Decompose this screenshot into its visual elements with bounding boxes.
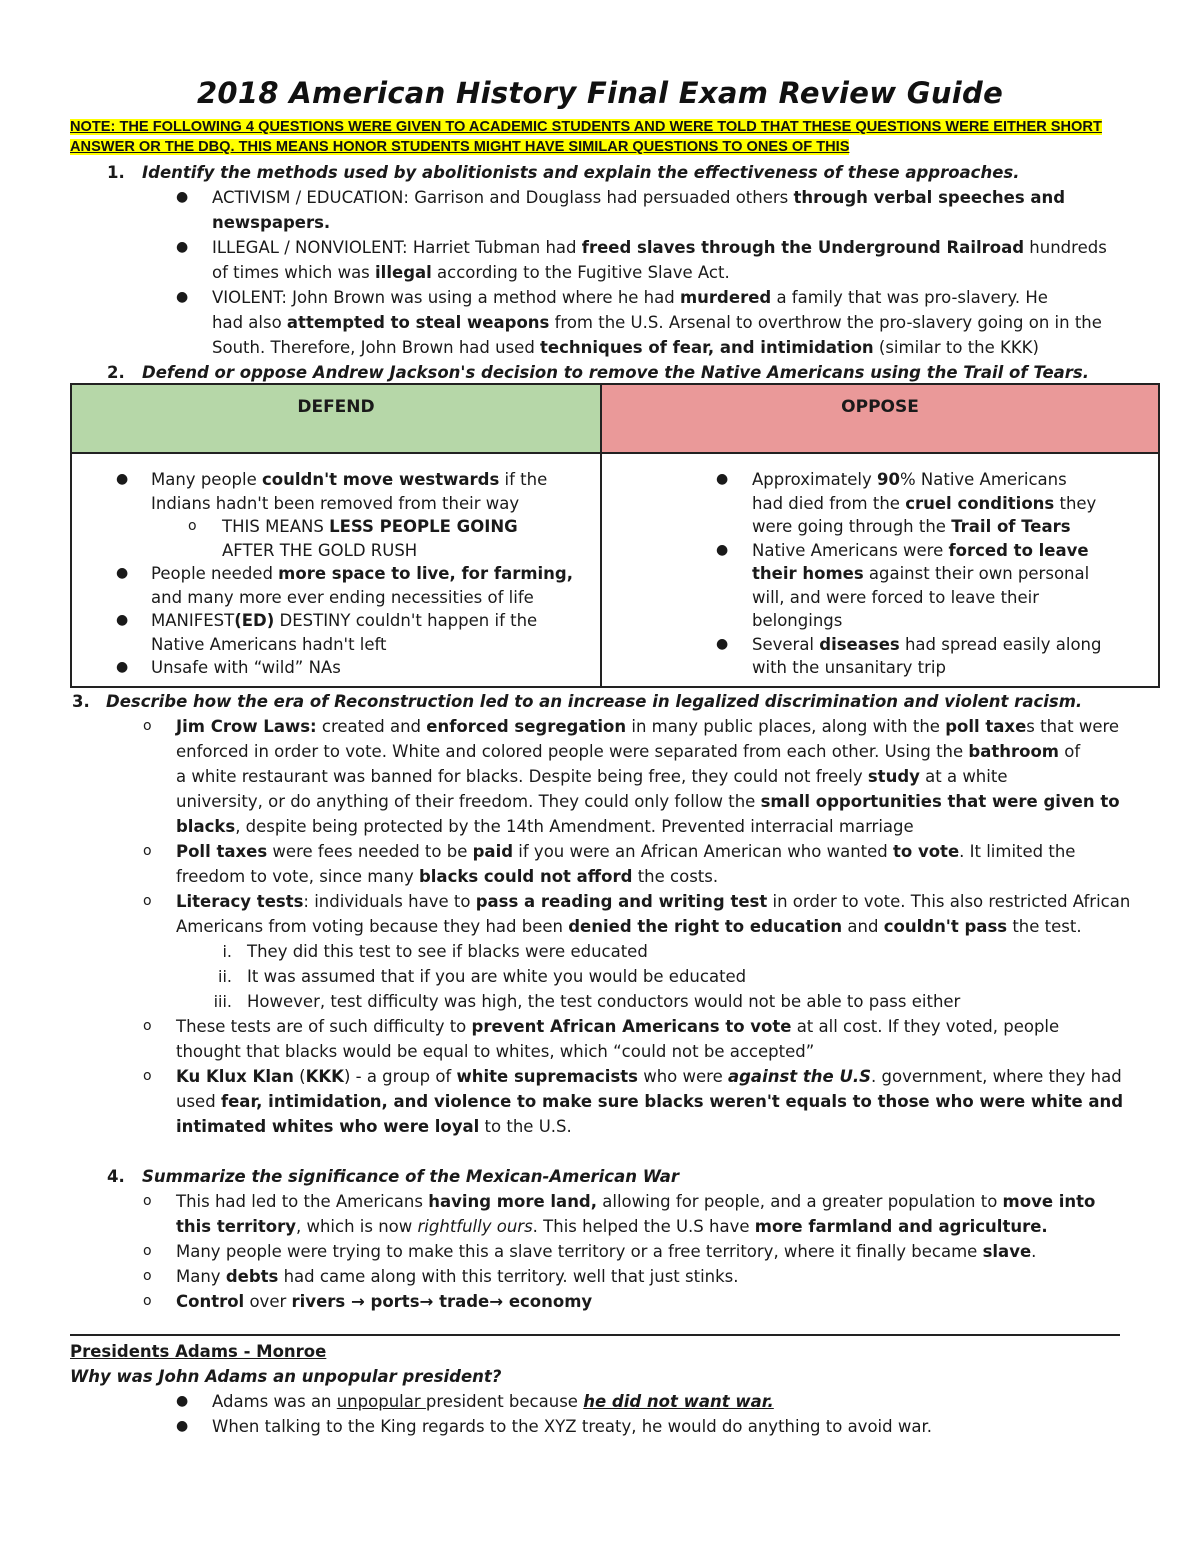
q4-debts: Many debts had came along with this territory. well that just stinks. [176,1267,739,1286]
bullet-icon: ● [716,471,729,487]
q3-kkk: Ku Klux Klan (KKK) - a group of white supremacists who were against the U.S. government, where they had [176,1067,1122,1086]
bullet-icon: ● [176,239,189,255]
q1-bullet-violent-cont2: South. Therefore, John Brown had used techniques of fear, and intimidation (similar to the KKK) [212,338,1039,357]
circle-bullet-icon: o [143,1243,152,1259]
q3-literacy-tests: Literacy tests: individuals have to pass a reading and writing test in order to vote. This also restricted African [176,892,1131,911]
bullet-icon: ● [116,471,129,487]
q3-literacy-subitem: They did this test to see if blacks were educated [247,942,648,961]
q3-literacy-tests-cont: Americans from voting because they had been denied the right to education and couldn't pass the test. [176,917,1082,936]
oppose-item-deaths-cont: had died from the cruel conditions they [752,493,1097,513]
page-title: 2018 American History Final Exam Review Guide [196,76,1004,110]
presidents-heading: Presidents Adams - Monroe [70,1342,327,1361]
defend-subitem-gold-rush: THIS MEANS LESS PEOPLE GOING [222,517,518,536]
q3-number: 3. [72,692,90,711]
q4-control-chain: Control over rivers → ports→ trade→ economy [176,1292,593,1311]
oppose-item-diseases: Several diseases had spread easily along [752,634,1102,654]
defend-item-space: People needed more space to live, for farming, [151,564,574,583]
oppose-item-forced-cont2: will, and were forced to leave their [752,587,1040,607]
q1-number: 1. [107,163,125,182]
circle-bullet-icon: o [188,518,197,534]
oppose-item-deaths-cont2: were going through the Trail of Tears [752,517,1071,536]
q1-bullet-illegal: ILLEGAL / NONVIOLENT: Harriet Tubman had freed slaves through the Underground Railroad hundreds [212,238,1107,257]
bullet-icon: ● [716,635,729,652]
q4-slave-territory: Many people were trying to make this a slave territory or a free territory, where it finally became slave. [176,1242,1037,1261]
bullet-icon: ● [716,541,729,558]
bullet-icon: ● [116,659,129,675]
q3-difficulty: These tests are of such difficulty to prevent African Americans to vote at all cost. If they voted, people [176,1017,1060,1036]
bullet-icon: ● [176,1418,189,1434]
oppose-header: OPPOSE [600,383,1160,454]
q1-bullet-violent-cont: had also attempted to steal weapons from the U.S. Arsenal to overthrow the pro-slavery going on in the [212,313,1102,332]
note-text: NOTE: THE FOLLOWING 4 QUESTIONS WERE GIVEN TO ACADEMIC STUDENTS AND WERE TOLD THAT THESE QUESTIONS WERE EITHER SHORT ANSWER OR THE DBQ. THIS MEANS HONOR STUDENTS MIGHT HAVE SIMILAR QUESTIONS TO ONES OF THIS [70,119,1102,155]
defend-item-unsafe: Unsafe with “wild” NAs [151,658,341,677]
circle-bullet-icon: o [143,1018,152,1034]
note-banner [70,117,1132,157]
roman-numeral: ii. [218,967,232,986]
defend-item-space-cont: and many more ever ending necessities of life [151,587,534,607]
q4-more-land-cont: this territory, which is now rightfully ours. This helped the U.S have more farmland and agriculture. [176,1217,1048,1236]
oppose-cell [600,452,1160,688]
q4-number: 4. [107,1167,125,1186]
q3-kkk-cont: used fear, intimidation, and violence to make sure blacks weren't equals to those who were white and [176,1092,1124,1111]
q4-more-land: This had led to the Americans having more land, allowing for people, and a greater population to move into [176,1192,1096,1211]
defend-subitem-gold-rush-cont: AFTER THE GOLD RUSH [222,540,418,560]
circle-bullet-icon: o [143,1068,152,1084]
q3-question: Describe how the era of Reconstruction led to an increase in legalized discrimination and violent racism. [106,692,1083,711]
presidents-question: Why was John Adams an unpopular president? [70,1367,502,1386]
bullet-icon: ● [176,289,189,305]
circle-bullet-icon: o [143,1193,152,1209]
circle-bullet-icon: o [143,718,152,734]
q3-poll-taxes-cont: freedom to vote, since many blacks could not afford the costs. [176,867,719,886]
q3-jim-crow-cont4: blacks, despite being protected by the 14th Amendment. Prevented interracial marriage [176,817,914,836]
circle-bullet-icon: o [143,843,152,859]
q1-bullet-illegal-cont: of times which was illegal according to the Fugitive Slave Act. [212,263,730,282]
q3-literacy-subitem: However, test difficulty was high, the test conductors would not be able to pass either [247,992,961,1011]
q1-bullet-violent: VIOLENT: John Brown was using a method where he had murdered a family that was pro-slavery. He [212,288,1048,307]
bullet-icon: ● [176,1393,189,1409]
oppose-item-forced-cont3: belongings [752,611,843,630]
bullet-icon: ● [176,189,189,205]
roman-numeral: iii. [213,992,232,1011]
q2-number: 2. [107,363,125,382]
defend-item-manifest-destiny: MANIFEST(ED) DESTINY couldn't happen if the [151,611,538,630]
q3-kkk-cont2: intimated whites who were loyal to the U.S. [176,1117,572,1136]
defend-oppose-table [70,383,1160,688]
defend-item-westwards-cont: Indians hadn't been removed from their way [151,493,520,513]
oppose-item-forced: Native Americans were forced to leave [752,540,1089,560]
circle-bullet-icon: o [143,893,152,909]
q3-jim-crow-cont3: university, or do anything of their freedom. They could only follow the small opportunities that were given to [176,792,1120,811]
q3-literacy-subitem: It was assumed that if you are white you would be educated [247,967,747,986]
circle-bullet-icon: o [143,1268,152,1284]
q1-bullet-activism: ACTIVISM / EDUCATION: Garrison and Douglass had persuaded others through verbal speeches and [212,188,1066,207]
q3-jim-crow: Jim Crow Laws: created and enforced segregation in many public places, along with the poll taxes that were [176,717,1120,736]
oppose-item-deaths: Approximately 90% Native Americans [752,470,1067,489]
q4-question: Summarize the significance of the Mexican-American War [142,1167,680,1186]
bullet-icon: ● [116,565,129,581]
defend-cell [70,452,602,688]
q1-question: Identify the methods used by abolitionists and explain the effectiveness of these approaches. [142,163,1020,182]
section-divider [70,1334,1120,1336]
roman-numeral: i. [222,942,232,961]
q3-difficulty-cont: thought that blacks would be equal to whites, which “could not be accepted” [176,1042,815,1061]
defend-item-manifest-destiny-cont: Native Americans hadn't left [151,634,387,654]
q1-bullet-activism-cont: newspapers. [212,213,331,232]
defend-item-westwards: Many people couldn't move westwards if the [151,470,548,489]
oppose-item-forced-cont: their homes against their own personal [752,564,1090,583]
bullet-icon: ● [116,612,129,628]
circle-bullet-icon: o [143,1293,152,1309]
q3-poll-taxes: Poll taxes were fees needed to be paid if you were an African American who wanted to vote. It limited the [176,842,1076,861]
q3-jim-crow-cont2: a white restaurant was banned for blacks. Despite being free, they could not freely study at a white [176,767,1008,786]
oppose-item-diseases-cont: with the unsanitary trip [752,658,946,677]
adams-xyz-treaty: When talking to the King regards to the XYZ treaty, he would do anything to avoid war. [212,1417,932,1436]
q2-question: Defend or oppose Andrew Jackson's decision to remove the Native Americans using the Trail of Tears. [142,363,1089,382]
defend-header: DEFEND [70,383,602,454]
adams-unpopular: Adams was an unpopular president because he did not want war. [212,1392,774,1411]
q3-jim-crow-cont: enforced in order to vote. White and colored people were separated from each other. Using the bathroom of [176,742,1081,761]
